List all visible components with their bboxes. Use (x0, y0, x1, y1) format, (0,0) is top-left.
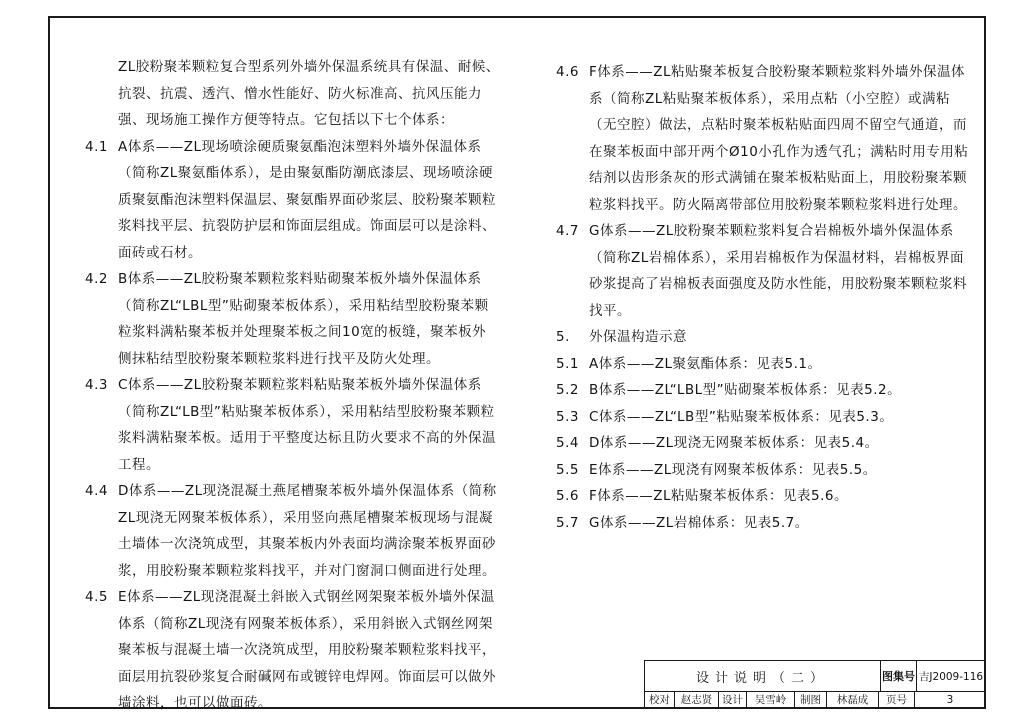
clause-text: 外保温构造示意 (589, 329, 687, 345)
clause-text: E体系——ZL现浇有网聚苯板体系：见表5.5。 (589, 461, 877, 478)
clause-number: 5.3 (556, 408, 579, 425)
intro-paragraph: ZL胶粉聚苯颗粒复合型系列外墙外保温系统具有保温、耐候、抗裂、抗震、透汽、憎水性能好、防火标准高、抗风压能力强、现场施工操作方便等特点。它包括以下七个体系： (118, 59, 500, 128)
clause-text: D体系——ZL现浇无网聚苯板体系：见表5.4。 (589, 435, 879, 451)
drafter-name: 林磊成 (827, 691, 879, 708)
clause-number: 4.2 (85, 271, 108, 287)
page-number-label: 页号 (879, 691, 915, 708)
clause-number: 4.7 (556, 223, 579, 239)
clause-text: G体系——ZL胶粉聚苯颗粒浆料复合岩棉板外墙外保温体系（简称ZL岩棉体系），采用岩棉板作为保温材料，岩棉板界面砂浆提高了岩棉板表面强度及防水性能，用胶粉聚苯颗粒浆料找平。 (589, 223, 967, 319)
clause-text: C体系——ZL胶粉聚苯颗粒浆料粘贴聚苯板外墙外保温体系（简称ZL“LB型”粘贴聚苯板体系），采用粘结型胶粉聚苯颗粒浆料满粘聚苯板。适用于平整度达标且防火要求不高的外保温工程。 (118, 377, 496, 473)
clause-text: G体系——ZL岩棉体系：见表5.7。 (589, 514, 809, 531)
clause-text: F体系——ZL粘贴聚苯板体系：见表5.6。 (589, 488, 849, 504)
atlas-number: 吉J2009-116 (918, 670, 984, 683)
clause-text: B体系——ZL胶粉聚苯颗粒浆料贴砌聚苯板外墙外保温体系（简称ZL“LBL型”贴砌聚苯板体系），采用粘结型胶粉聚苯颗粒浆料满粘聚苯板并处理聚苯板之间10宽的板缝，聚苯板外侧抹粘结型胶粉聚苯颗粒浆料进行找平及防火处理。 (118, 271, 489, 367)
clause-text: C体系——ZL“LB型”粘贴聚苯板体系：见表5.3。 (589, 408, 894, 425)
clause-5-7 (556, 510, 974, 537)
clause-number: 5.5 (556, 461, 579, 478)
clause-number: 5.6 (556, 488, 579, 504)
clause-text: E体系——ZL现浇混凝土斜嵌入式钢丝网架聚苯板外墙外保温体系（简称ZL现浇有网聚苯板体系），采用斜嵌入式钢丝网架聚苯板与混凝土墙一次浇筑成型，用胶粉聚苯颗粒浆料找平，面层用抗裂砂浆复合耐碱网布或镀锌电焊网。饰面层可以做外墙涂料，也可以做面砖。 (118, 589, 496, 711)
drafter-label: 制图 (795, 691, 827, 708)
clause-number: 4.5 (85, 589, 108, 605)
clause-4-4 (85, 478, 500, 584)
clause-text: A体系——ZL现场喷涂硬质聚氨酯泡沫塑料外墙外保温体系（简称ZL聚氨酯体系），是由聚氨酯防潮底漆层、现场喷涂硬质聚氨酯泡沫塑料保温层、聚氨酯界面砂浆层、胶粉聚苯颗粒浆料找平层、抗裂防护层和饰面层组成。饰面层可以是涂料、面砖或石材。 (118, 138, 496, 261)
title-block (644, 660, 986, 709)
clause-4-1 (85, 134, 500, 267)
checker-label: 校对 (645, 691, 675, 708)
clause-5-3 (556, 404, 974, 431)
clause-4-7 (556, 218, 974, 324)
clause-text: F体系——ZL粘贴聚苯板复合胶粉聚苯颗粒浆料外墙外保温体系（简称ZL粘贴聚苯板体系），采用点粘（小空腔）或满粘（无空腔）做法，点粘时聚苯板粘贴面四周不留空气通道，而在聚苯板面中部开两个Ø10小孔作为透气孔；满粘时用专用粘结剂以齿形条灰的形式满铺在聚苯板粘贴面上，用胶粉聚苯颗粒浆料找平。防火隔离带部位用胶粉聚苯颗粒浆料进行处理。 (589, 64, 969, 213)
clause-number: 4.6 (556, 64, 579, 80)
clause-number: 4.3 (85, 377, 108, 393)
designer-label: 设计 (719, 691, 747, 708)
page-number: 3 (946, 693, 954, 706)
clause-text: D体系——ZL现浇混凝土燕尾槽聚苯板外墙外保温体系（简称ZL现浇无网聚苯板体系），采用竖向燕尾槽聚苯板现场与混凝土墙体一次浇筑成型，其聚苯板内外表面均满涂聚苯板界面砂浆，用胶粉聚苯颗粒浆料找平，并对门窗洞口侧面进行处理。 (118, 483, 497, 579)
clause-5-2 (556, 377, 974, 404)
clause-5-4 (556, 430, 974, 457)
clause-5-5 (556, 457, 974, 484)
atlas-number-label: 图集号 (881, 661, 917, 691)
clause-5-1 (556, 351, 974, 378)
clause-number: 4.4 (85, 483, 108, 499)
clause-number: 5.7 (556, 514, 579, 531)
drawing-title: 设计说明（二） (645, 661, 881, 691)
clause-number: 5.1 (556, 355, 579, 372)
clause-4-2 (85, 266, 500, 372)
checker-name: 赵志贤 (675, 691, 719, 708)
left-text-column (85, 54, 500, 717)
title-block-top-row (645, 661, 985, 692)
title-block-bottom-row (645, 691, 985, 708)
clause-text: A体系——ZL聚氨酯体系：见表5.1。 (589, 355, 822, 372)
clause-4-3 (85, 372, 500, 478)
designer-name: 吴雪岭 (747, 691, 795, 708)
clause-4-6 (556, 59, 974, 218)
clause-5-6 (556, 483, 974, 510)
clause-number: 4.1 (85, 138, 108, 155)
section-5-heading (556, 324, 974, 351)
right-text-column (556, 59, 974, 536)
clause-4-5 (85, 584, 500, 717)
clause-number: 5.2 (556, 382, 579, 398)
clause-number: 5.4 (556, 435, 579, 451)
clause-text: B体系——ZL“LBL型”贴砌聚苯板体系：见表5.2。 (589, 382, 902, 398)
clause-number: 5. (556, 329, 570, 345)
